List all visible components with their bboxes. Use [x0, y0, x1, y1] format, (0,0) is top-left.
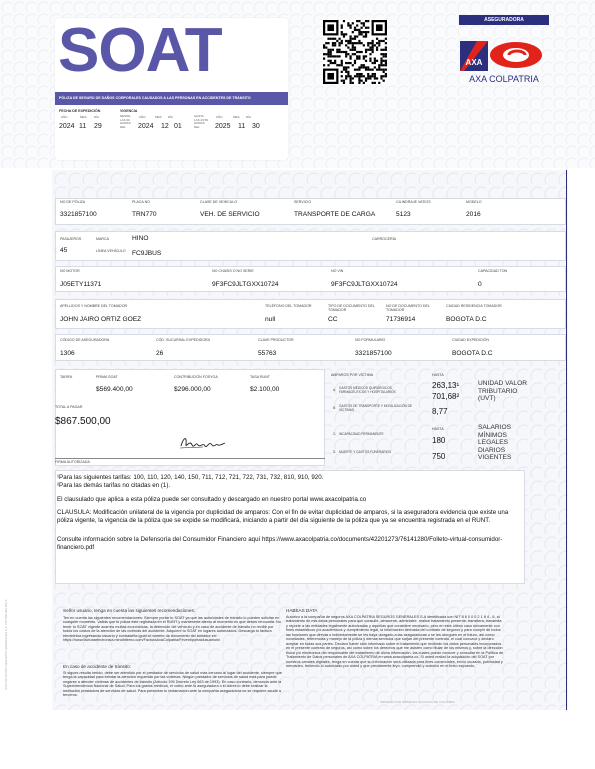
amparos-title: AMPAROS POR VÍCTIMA	[331, 373, 374, 377]
amparo-d-text: MUERTE Y GASTOS FUNERARIOS	[339, 450, 392, 454]
fosyga-value: $296.000,00	[174, 386, 211, 393]
chasis-value: 9F3FC9JLTGXX10724	[212, 281, 279, 288]
desde-col-year: AÑO	[139, 115, 146, 119]
tipo-doc-label: TIPO DE DOCUMENTO DEL TOMADOR	[328, 304, 375, 312]
signature	[178, 434, 228, 452]
uvt-value-c: 8,77	[432, 407, 448, 416]
tarifa-label: TARIFA	[60, 375, 73, 379]
habeas-body: Autorizo a la compañía de seguros AXA COLPATRIA SEGUROS GENERALES S.A identificada con NIT 8 6 0 0 0 2 1 8 4 - 6, al tratamiento de mis datos personales para que consulte, almacene, administre, realice tratamiento presente, transfiera, transmita y reporte a las entidades legalmente autorizadas y aquellas que considere necesario, pero en este último caso únicamente con fines estadísticos y/o académicos y cumplimiento legal, la información derivada del contrato de seguros y para cumplir de todos las funciones que directa o indirectamente se les haya otorgado a las aseguradoras o se les otorguen en el futuro, así como novedades, referencias y manejo de la póliza y demás servicios que surjan del presente contrato, el cual conozco y declaro aceptar en todas sus partes. Declaro haber sido informado sobre el tratamiento que recibirán los datos personales incorporados en el presente contrato de seguros, así como sobre los derechos que me asisten como titular de los mismos y, sobre la dirección física y/o electrónica del responsable del tratamiento de dicha información, las cuales puedo conocer y consultar en la Política de Tratamiento de Datos personales de AXA COLPATRIA en www.axacolpatria.co. Si usted realizó la adquisición del SOAT por nuestros canales digitales, tenga en cuenta que su información será utilizada para fines comerciales, envío cruzada, publicidad y mercadeo, teniendo lo autorizado por usted y que previamente leyó, comprendió y autorizó en el texto expuesto.	[286, 615, 504, 669]
cilindraje-value: 5123	[396, 211, 411, 218]
linea-label: LÍNEA VEHÍCULO	[96, 249, 126, 253]
form-right-border	[566, 170, 567, 710]
clase-label: CLASE DE VEHÍCULO	[200, 200, 238, 204]
ciudad-res-value: BOGOTA D.C	[446, 316, 487, 323]
smldv-hasta-label: HASTA	[432, 427, 444, 431]
smldv-value-c: 180	[432, 436, 446, 445]
expedicion-month: 11	[79, 123, 87, 130]
tomador-value: JOHN JAIRO ORTIZ GOEZ	[60, 316, 142, 323]
expedicion-col-month: MES	[80, 115, 87, 119]
desde-day: 01	[174, 123, 182, 130]
amparo-b-letter: B.	[333, 406, 337, 410]
ciudad-res-label: CIUDAD RESIDENCIA TOMADOR	[446, 304, 502, 308]
expedicion-label: FECHA DE EXPEDICIÓN	[59, 109, 101, 113]
motor-label: NO MOTOR	[60, 269, 80, 273]
carroceria-label: CARROCERÍA	[372, 237, 396, 241]
uvt-value-a: 263,13¹	[432, 381, 460, 390]
desde-label: DESDE LAS 00 HORAS DEL	[120, 114, 131, 129]
no-poliza-label: NO DE PÓLIZA	[60, 200, 86, 204]
telefono-value: null	[265, 316, 276, 323]
marca-value: HINO	[132, 235, 149, 242]
recommendations-title: Señor usuario, tenga en cuenta las siguientes recomendaciones:	[63, 608, 196, 613]
hasta-label: HASTA LAS 23:59 HORAS DEL	[194, 114, 209, 129]
soat-band-text: PÓLIZA DE SEGURO DE DAÑOS CORPORALES CAUSADOS A LAS PERSONAS EN ACCIDENTES DE TRÁNSITO	[59, 96, 251, 100]
accidente-body: Si sigues resulta herido, debe ser atendido por el prestador de servicios de salud más cercano al lugar del accidente, siempre que tenga la capacidad para brindar la atención requerida por las víctimas. Ningún prestador de servicios de salud está para puede negarse a atender víctimas de accidentes de tránsito (Artículo 195 Decreto Ley 663 de 1993). En caso contrario, denuncia ante la Superintendencia Nacional de Salud. Para los gastos médicos, el cobro ante tu aseguradora o el Adres lo debe realizar la institución prestadora de servicios de salud. Para presentar tu reclamación ante la compañía aseguradora no se requiere acudir a terceros.	[63, 671, 282, 698]
placa-value: TRN770	[132, 211, 157, 218]
uvt-value-b: 701,68²	[432, 392, 460, 401]
amparo-c-text: INCAPACIDAD PERMANENTE	[339, 432, 384, 436]
pasajeros-value: 45	[60, 247, 68, 254]
modelo-value: 2016	[466, 211, 481, 218]
tarifas-note-1: ¹Para las siguientes tarifas: 100, 110, 120, 140, 150, 711, 712, 721, 722, 731, 732, 810, 910, 920.	[57, 474, 324, 481]
clave-value: 55763	[258, 350, 277, 357]
insurer-name: AXA COLPATRIA	[469, 74, 539, 84]
amparo-d-letter: D.	[333, 450, 337, 454]
soat-logo: SOAT	[58, 16, 222, 85]
desde-month: 12	[161, 123, 169, 130]
cod-aseg-value: 1306	[60, 350, 75, 357]
total-value: $867.500,00	[55, 416, 111, 427]
runt-label: TASA RUNT	[250, 375, 270, 379]
clave-label: CLAVE PRODUCTOR	[258, 338, 294, 342]
uvt-unit: UNIDAD VALOR TRIBUTARIO (UVT)	[478, 380, 527, 403]
servicio-value: TRANSPORTE DE CARGA	[294, 211, 376, 218]
no-doc-value: 71736914	[386, 316, 416, 323]
amparo-a-letter: A.	[333, 388, 337, 392]
defensoria-note: Consulte información sobre la Defensoría del Consumidor Financiero aquí https://www.axacolpatria.co/documents/42201273/76141280/Folleto-virtual-consumidor-financiero.pdf	[57, 536, 503, 552]
runt-value: $2.100,00	[250, 386, 280, 393]
smldv-value-d: 750	[432, 452, 446, 461]
chasis-label: NO CHASIS O NO SERIE	[212, 269, 254, 273]
linea-value: FC9JBUS	[132, 250, 162, 257]
capacidad-value: 0	[478, 281, 482, 288]
pasajeros-label: PASAJEROS	[60, 237, 82, 241]
desde-year: 2024	[138, 123, 154, 130]
fosyga-label: CONTRIBUCIÓN FOSYGA	[174, 375, 218, 379]
amparo-a-text: GASTOS MÉDICOS QUIRÚRGICOS, FARMACÉUTICOS Y HOSPITALARIOS	[339, 386, 396, 394]
firma-label: FIRMA AUTORIZADA	[55, 460, 90, 464]
cod-suc-value: 26	[156, 350, 164, 357]
habeas-title: HABEAS DATA	[286, 608, 318, 613]
formulario-label: NO FORMULARIO	[355, 338, 386, 342]
ciudad-exp-label: CIUDAD EXPEDICIÓN	[452, 338, 489, 342]
tarifas-note-2: ²Para las demás tarifas no citadas en (1).	[57, 482, 171, 489]
accidente-title: En caso de accidente de tránsito:	[63, 664, 131, 669]
hasta-year: 2025	[215, 123, 231, 130]
printer-line: IMPRESO POR IMPRENTA NACIONAL DE COLOMBIA	[380, 700, 455, 704]
ciudad-exp-value: BOGOTA D.C	[452, 350, 493, 357]
placa-label: PLACA NO	[132, 200, 150, 204]
no-poliza-value: 3321857100	[60, 211, 97, 218]
total-label: TOTAL A PAGAR	[55, 405, 83, 409]
qr-code	[323, 20, 387, 84]
axa-logo-text: AXA	[465, 58, 483, 67]
hasta-col-month: MES	[233, 115, 240, 119]
clausulado-note: El clausulado que aplica a esta póliza puede ser consultado y descargado en nuestro portal www.axacolpatria.co	[57, 496, 367, 503]
recommendations-body: Ten en cuenta las siguientes recomendaciones: Siempre portar tu SOAT ya que las autoridades de tránsito lo pueden solicitar en cualquier momento. Valida que tu póliza esté registrada en el RUNT y mantenerte atento al momento en que debes renovarla. No tener tu SOAT vigente acarrea multas económicas, la detención del vehículo y en caso de accidente de tránsito no recibir por todos los costos de la atención de las víctimas del accidente. Adquiere tu SOAT en lugares autorizados. Descarga tu factura electrónica ingresando usuario y contraseña igual al número de documento del tomador en: https://www.facturaelectronica.mindinterno.com/FacturaAxaColpatria/Fevent/portaldusuarioini	[63, 616, 281, 643]
telefono-label: TELÉFONO DEL TOMADOR	[265, 304, 312, 308]
prima-value: $569.400,00	[96, 386, 133, 393]
expedicion-day: 29	[94, 123, 102, 130]
motor-value: J05ETY11371	[60, 281, 102, 288]
side-text: AXA COLPATRIA SEGUROS GENERALES S.A. NIT 860.002.184-6	[4, 599, 8, 690]
firma-line	[55, 458, 325, 459]
cod-suc-label: CÓD. SUCURSAL EXPEDIDORA	[156, 338, 210, 342]
cilindraje-label: CILINDRAJE VATIOS	[396, 200, 431, 204]
tomador-label: APELLIDOS Y NOMBRE DEL TOMADOR	[60, 304, 128, 308]
amparo-c-letter: C.	[333, 432, 337, 436]
tipo-doc-value: CC	[328, 316, 338, 323]
prima-label: PRIMA SOAT	[96, 375, 118, 379]
vin-label: NO VIN	[331, 269, 344, 273]
vigencia-label: VIGENCIA	[120, 109, 138, 113]
clausula-note: CLAUSULA: Modificación unilateral de la vigencia por duplicidad de amparos: Con el fin de evitar duplicidad de amparos, si la aseguradora evidencia que existe una póliza vigente, la vigencia de la póliza que se expide se modificará, iniciando a partir del día siguiente de la póliza que ya se encuentra registrada en el RUNT.	[57, 509, 509, 525]
servicio-label: SERVICIO	[294, 200, 312, 204]
uvt-hasta-label: HASTA	[432, 373, 444, 377]
no-doc-label: NO DE DOCUMENTO DEL TOMADOR	[386, 304, 430, 312]
expedicion-col-day: DÍA	[94, 115, 100, 119]
expedicion-year: 2024	[59, 123, 75, 130]
hasta-col-day: DÍA	[246, 115, 252, 119]
formulario-value: 3321857100	[355, 350, 392, 357]
aseguradora-label: ASEGURADORA	[484, 17, 524, 23]
desde-col-day: DÍA	[168, 115, 174, 119]
smldv-unit: SALARIOS MÍNIMOS LEGALES DIARIOS VIGENTES	[478, 424, 512, 462]
cod-aseg-label: CÓDIGO DE ASEGURADORA	[60, 338, 110, 342]
axa-logo	[459, 40, 549, 72]
amparo-b-text: GASTOS DE TRANSPORTE Y MOVILIZACIÓN DE VÍCTIMAS	[339, 404, 413, 412]
clase-value: VEH. DE SERVICIO	[200, 211, 260, 218]
vin-value: 9F3FC9JLTGXX10724	[331, 281, 398, 288]
modelo-label: MODELO	[466, 200, 482, 204]
hasta-col-year: AÑO	[216, 115, 223, 119]
hasta-month: 11	[238, 123, 246, 130]
expedicion-col-year: AÑO	[61, 115, 68, 119]
capacidad-label: CAPACIDAD TON	[478, 269, 508, 273]
hasta-day: 30	[252, 123, 260, 130]
desde-col-month: MES	[155, 115, 162, 119]
marca-label: MARCA	[96, 237, 109, 241]
